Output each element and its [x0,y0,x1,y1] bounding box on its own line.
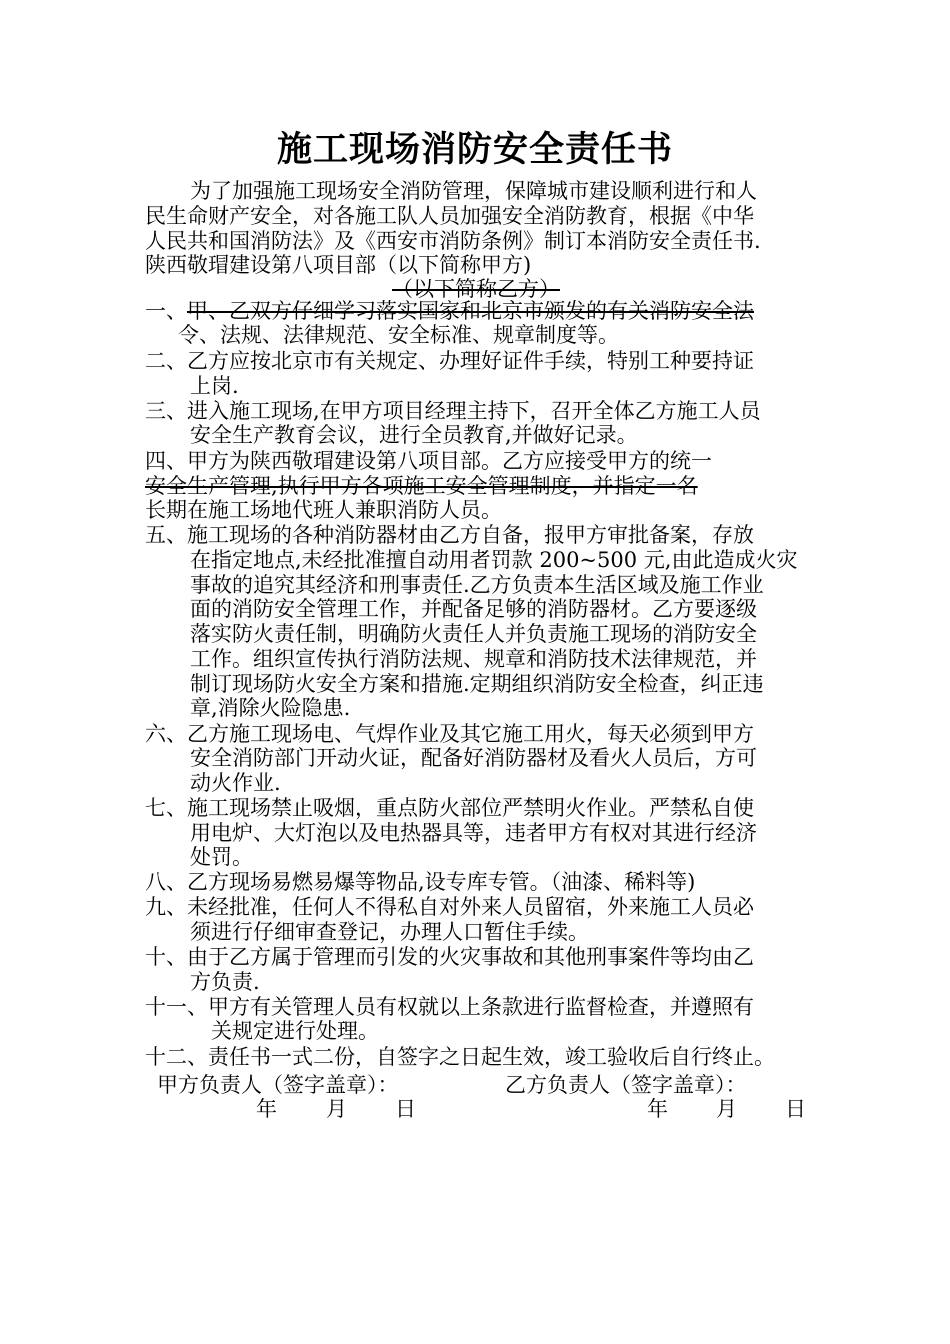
clause-text: 乙方施工现场电、气焊作业及其它施工用火，每天必须到甲方 [187,722,754,746]
party-a-date-day: 日 [395,1097,416,1121]
clause-text: 甲方有关管理人员有权就以上条款进行监督检查，并遵照有 [208,995,754,1019]
clause-text: 面的消防安全管理工作，并配备足够的消防器材。乙方要逐级 [190,597,757,621]
clause-text: 由于乙方属于管理而引发的火灾事故和其他刑事案件等均由乙 [187,945,754,969]
clause-item [145,522,754,549]
clause-text: 用电炉、大灯泡以及电热器具等，违者甲方有权对其进行经济 [190,821,757,845]
clause-number: 六、 [145,722,187,746]
clause-item [145,1044,775,1071]
clause-number: 七、 [145,796,187,820]
clause-number: 一、 [145,299,187,323]
clause-item [145,994,754,1021]
clause-text: 长期在施工场地代班人兼职消防人员。 [145,498,502,522]
party-a-date-month: 月 [326,1097,347,1121]
clause-item [145,298,754,325]
clause-text: 安全生产管理,执行甲方各项施工安全管理制度，并指定一名 [145,474,698,498]
clause-text: 安全消防部门开动火证，配备好消防器材及看火人员后，方可 [190,746,757,770]
clause-text: 章,消除火险隐患. [190,696,351,720]
party-b-signature-label: 乙方负责人（签字盖章）： [505,1073,747,1097]
clause-item [145,894,754,921]
party-b-date-year: 年 [647,1097,668,1121]
clause-text: 处罚。 [190,845,253,869]
clause-text: 未经批准，任何人不得私自对外来人员留宿，外来施工人员必 [187,895,754,919]
intro-line: 人民共和国消防法》及《西安市消防条例》制订本消防安全责任书. [145,229,761,253]
party-b-date-day: 日 [785,1097,806,1121]
clause-text: 乙方现场易燃易爆等物品,设专库专管。（油漆、稀料等) [187,870,696,894]
intro-line: 为了加强施工现场安全消防管理，保障城市建设顺利进行和人 [190,179,757,203]
clause-text: 制订现场防火安全方案和措施.定期组织消防安全检查，纠正违 [190,672,764,696]
clause-text: 落实防火责任制，明确防火责任人并负责施工现场的消防安全 [190,622,757,646]
clause-text: 乙方应按北京市有关规定、办理好证件手续，特别工种要持证 [187,349,754,373]
clause-number: 四、 [145,449,187,473]
clause-number: 二、 [145,349,187,373]
clause-text: 责任书一式二份，自签字之日起生效，竣工验收后自行终止。 [208,1045,775,1069]
clause-text: 在指定地点,未经批准擅自动用者罚款 200~500 元,由此造成火灾 [190,548,798,572]
party-a-signature-label: 甲方负责人（签字盖章）： [157,1073,399,1097]
clause-text: 关规定进行处理。 [211,1019,379,1043]
clause-text: 安全生产教育会议，进行全员教育,并做好记录。 [190,423,638,447]
clause-number: 三、 [145,399,187,423]
page-title: 施工现场消防安全责任书 [276,129,673,170]
clause-text: 方负责. [190,970,260,994]
clause-number: 五、 [145,523,187,547]
clause-text: 进入施工现场,在甲方项目经理主持下，召开全体乙方施工人员 [187,399,761,423]
intro-line: 民生命财产安全，对各施工队人员加强安全消防教育，根据《中华 [145,204,754,228]
clause-number: 八、 [145,870,187,894]
clause-text: 工作。组织宣传执行消防法规、规章和消防技术法律规范，并 [190,647,757,671]
clause-text: 施工现场禁止吸烟，重点防火部位严禁明火作业。严禁私自使 [187,796,754,820]
clause-number: 十一、 [145,995,208,1019]
party-a-date-year: 年 [256,1097,277,1121]
clause-item [145,869,695,896]
party-b-line: （以下简称乙方） [392,277,560,301]
clause-number: 九、 [145,895,187,919]
clause-item [145,398,761,425]
clause-text: 动火作业. [190,771,281,795]
clause-item [145,944,754,971]
clause-text: 上岗. [190,374,239,398]
clause-text: 施工现场的各种消防器材由乙方自备，报甲方审批备案，存放 [187,523,754,547]
clause-text: 令、法规、法律规范、安全标准、规章制度等。 [178,323,619,347]
clause-text: 须进行仔细审查登记，办理人口暂住手续。 [190,920,589,944]
clause-number: 十、 [145,945,187,969]
clause-text: 甲方为陕西敬瑁建设第八项目部。乙方应接受甲方的统一 [187,449,712,473]
party-b-date-month: 月 [716,1097,737,1121]
clause-item [145,795,754,822]
clause-item [145,721,754,748]
clause-text: 事故的追究其经济和刑事责任.乙方负责本生活区域及施工作业 [190,573,764,597]
clause-item [145,448,712,475]
clause-text: 甲、乙双方仔细学习落实国家和北京市颁发的有关消防安全法 [187,299,754,323]
party-a-line: 陕西敬瑁建设第八项目部（以下简称甲方) [145,253,532,277]
clause-number: 十二、 [145,1045,208,1069]
clause-item [145,348,754,375]
